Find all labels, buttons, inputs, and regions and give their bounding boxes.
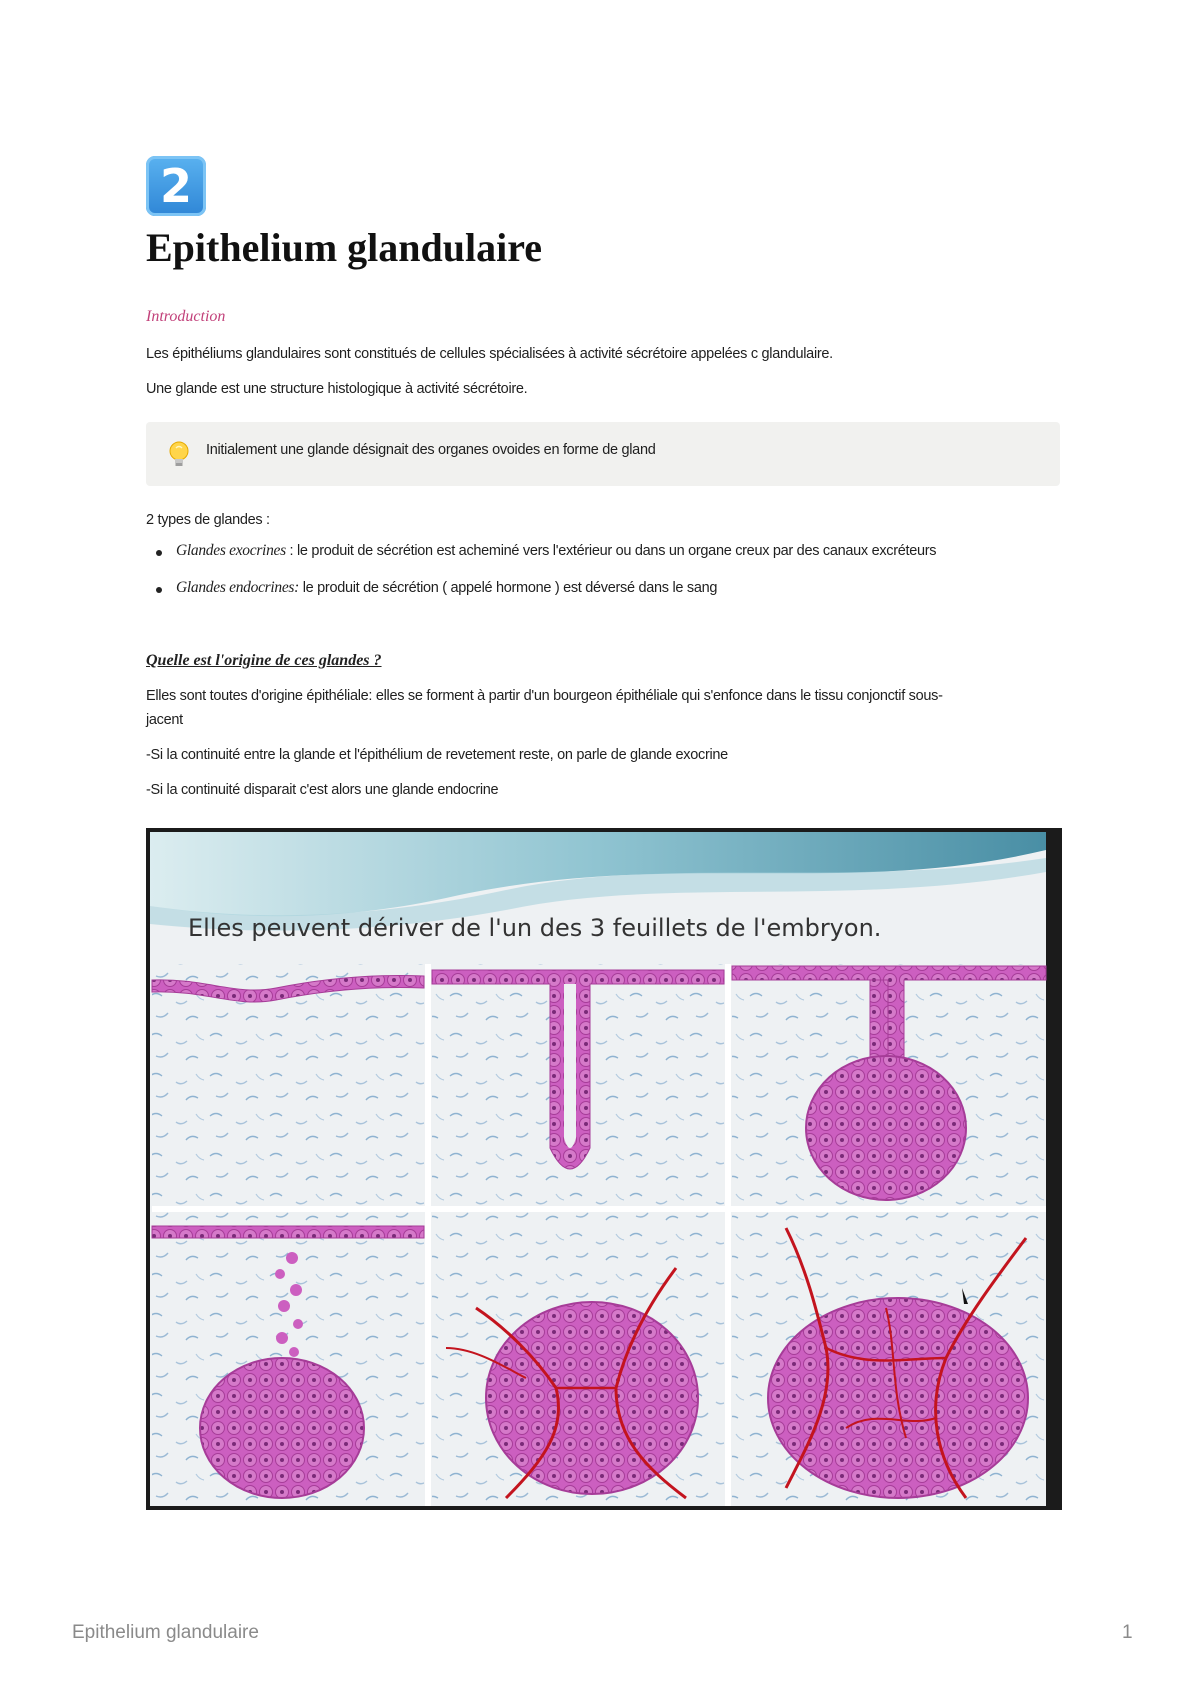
desc-endocrine: le produit de sécrétion ( appelé hormone ) est déversé dans le sang (302, 580, 718, 596)
page-title: Epithelium glandulaire (146, 225, 543, 270)
panel-3-gland-with-duct (732, 964, 1046, 1206)
panel-1-flat-epithelium (152, 964, 424, 1206)
bullet-icon (156, 550, 162, 556)
gland-formation-figure (146, 828, 1062, 1510)
gland-types-list (146, 542, 1060, 616)
origin-endocrine-note: -Si la continuité disparait c'est alors une glande endocrine (146, 782, 499, 798)
footer-title: Epithelium glandulaire (72, 1622, 259, 1643)
intro-heading: Introduction (146, 308, 226, 325)
callout-text: Initialement une glande désignait des organes ovoides en forme de gland (206, 442, 656, 458)
figure-caption: Elles peuvent dériver de l'un des 3 feuillets de l'embryon. (188, 914, 882, 942)
panel-5-vascularized-gland (432, 1212, 724, 1506)
term-endocrine: Glandes endocrines: (176, 579, 300, 596)
types-lead: 2 types de glandes : (146, 512, 270, 528)
list-item: Glandes exocrines : le produit de sécrétion est acheminé vers l'extérieur ou dans un organe creux par des canaux excréteurs (146, 542, 1060, 579)
intro-paragraph-1: Les épithéliums glandulaires sont constitués de cellules spécialisées à activité sécrétoire appelées c glandulaire. (146, 346, 833, 362)
desc-exocrine: le produit de sécrétion est acheminé vers l'extérieur ou dans un organe creux par des canaux excréteurs (297, 543, 937, 559)
intro-paragraph-2: Une glande est une structure histologique à activité sécrétoire. (146, 381, 528, 397)
panel-4-detaching-gland (152, 1212, 424, 1506)
keycap-two-icon: 2 (146, 156, 206, 216)
panel-6-endocrine-gland (732, 1212, 1046, 1506)
lightbulb-icon (166, 440, 192, 470)
callout-box (146, 422, 1060, 486)
panel-2-epithelial-bud (432, 964, 724, 1206)
origin-heading: Quelle est l'origine de ces glandes ? (146, 652, 382, 669)
origin-paragraph-line-1: Elles sont toutes d'origine épithéliale: elles se forment à partir d'un bourgeon épithéliale qui s'enfonce dans le tissu conjonctif sous- (146, 688, 943, 704)
origin-paragraph-line-2: jacent (146, 712, 183, 728)
list-item (146, 579, 1060, 616)
origin-exocrine-note: -Si la continuité entre la glande et l'épithélium de revetement reste, on parle de glande exocrine (146, 747, 728, 763)
bullet-icon (156, 587, 162, 593)
footer-page-number: 1 (1122, 1622, 1133, 1643)
term-exocrine: Glandes exocrines (176, 542, 286, 559)
